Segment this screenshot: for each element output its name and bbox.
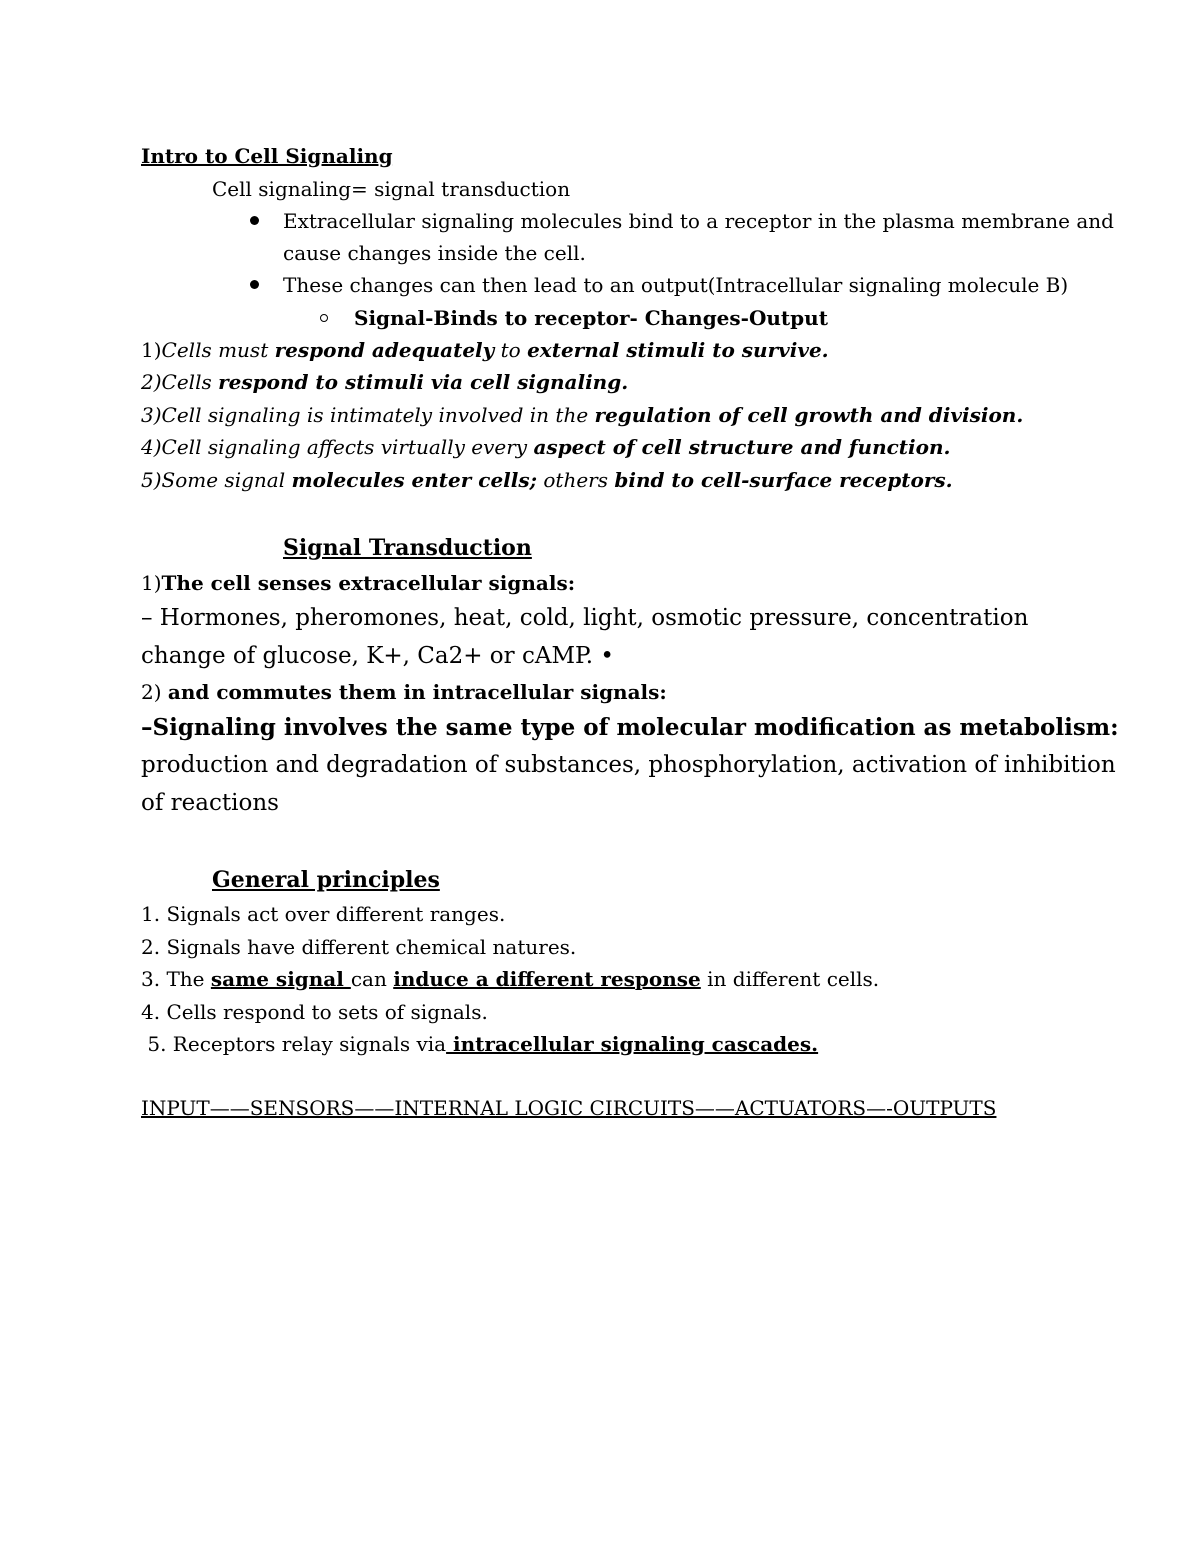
transduction-point-2: 2) and commutes them in intracellular signals: <box>141 680 667 704</box>
intro-sub-bullet: Signal-Binds to receptor- Changes-Output <box>354 306 828 330</box>
intro-point-3: 3)Cell signaling is intimately involved in the regulation of cell growth and division. <box>141 403 1024 427</box>
transduction-point-2-detail-line-1: –Signaling involves the same type of molecular modification as metabolism: <box>141 714 1119 741</box>
bullet-dot <box>250 216 259 225</box>
intro-point-1: 1)Cells must respond adequately to external stimuli to survive. <box>141 338 829 362</box>
intro-definition: Cell signaling= signal transduction <box>212 177 571 201</box>
signal-chain: INPUT——SENSORS——INTERNAL LOGIC CIRCUITS——ACTUATORS—-OUTPUTS <box>141 1096 997 1120</box>
principles-title: General principles <box>212 867 440 893</box>
intro-point-5: 5)Some signal molecules enter cells; others bind to cell-surface receptors. <box>141 468 953 492</box>
principle-2: 2. Signals have different chemical natures. <box>141 935 577 959</box>
intro-bullet-1-line-2: cause changes inside the cell. <box>283 241 586 265</box>
principle-3: 3. The same signal can induce a different response in different cells. <box>141 967 880 991</box>
transduction-point-1-detail-line-2: change of glucose, K+, Ca2+ or cAMP. • <box>141 643 614 669</box>
principle-4: 4. Cells respond to sets of signals. <box>141 1000 488 1024</box>
transduction-point-1-detail-line-1: – Hormones, pheromones, heat, cold, light, osmotic pressure, concentration <box>141 605 1029 631</box>
intro-point-4: 4)Cell signaling affects virtually every aspect of cell structure and function. <box>141 435 951 459</box>
intro-bullet-2: These changes can then lead to an output(Intracellular signaling molecule B) <box>283 273 1069 297</box>
transduction-point-2-detail-line-3: of reactions <box>141 790 279 816</box>
intro-point-2: 2)Cells respond to stimuli via cell signaling. <box>141 370 629 394</box>
principle-1: 1. Signals act over different ranges. <box>141 902 506 926</box>
intro-bullet-1-line-1: Extracellular signaling molecules bind to a receptor in the plasma membrane and <box>283 209 1114 233</box>
principle-5: 5. Receptors relay signals via intracellular signaling cascades. <box>141 1032 819 1056</box>
transduction-title: Signal Transduction <box>283 535 532 561</box>
bullet-dot <box>250 280 259 289</box>
hollow-bullet-icon <box>320 314 328 322</box>
intro-title: Intro to Cell Signaling <box>141 144 393 168</box>
transduction-point-1: 1)The cell senses extracellular signals: <box>141 571 576 595</box>
transduction-point-2-detail-line-2: production and degradation of substances, phosphorylation, activation of inhibition <box>141 752 1116 778</box>
